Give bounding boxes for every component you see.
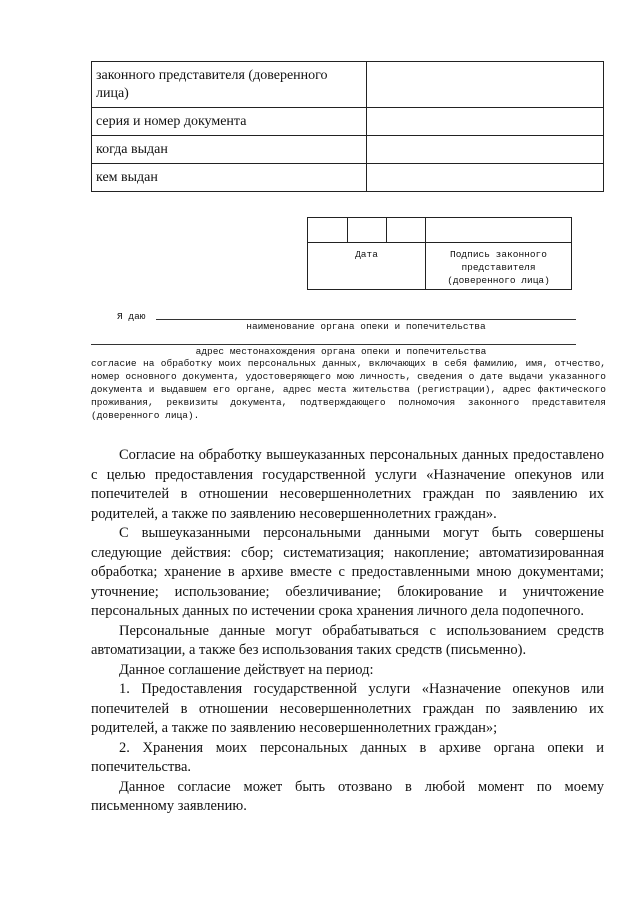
consent-body [91,446,604,817]
date-cell-divider [347,218,348,242]
table-row [92,136,604,164]
row-label: когда выдан [92,136,367,164]
representative-table [91,61,604,192]
row-value [367,164,604,192]
row-label: законного представителя (доверенного лица) [92,62,367,108]
i-give-label: Я даю [117,311,146,322]
table-row [92,62,604,108]
period-paragraph: Данное соглашение действует на период: [119,661,374,678]
period-item-1: 1. Предоставления государственной услуги «Назначение опекунов или попечителей в отношении несовершеннолетних граждан по заявлению их родителей, а также по заявлению несовершеннолетних граждан»; [91,681,604,736]
authority-name-caption: наименование органа опеки и попечительства [246,321,486,332]
processing-paragraph: Персональные данные могут обрабатываться с использованием средств автоматизации, а также без использования таких средств (письменно). [91,622,604,658]
authority-address-caption: адрес местонахождения органа опеки и попечительства [195,346,487,357]
row-value [367,108,604,136]
row-value [367,136,604,164]
row-value [367,62,604,108]
purpose-paragraph: Согласие на обработку вышеуказанных персональных данных предоставлено с целью предоставления государственной услуги «Назначение опекунов или попечителей в отношении несовершеннолетних граждан по заявлению их родителей, а также по заявлению несовершеннолетних граждан». [91,447,604,522]
signature-row-divider [308,242,571,243]
date-cell-divider [386,218,387,242]
table-row [92,164,604,192]
row-label: кем выдан [92,164,367,192]
revocation-paragraph: Данное согласие может быть отозвано в любой момент по моему письменному заявлению. [91,778,604,814]
signature-box [307,217,572,290]
actions-paragraph: С вышеуказанными персональными данными могут быть совершены следующие действия: сбор; систематизация; накопление; автоматизированная обработка; хранение в архиве вместе с предоставленными мною документами; уточнение; использование; обезличивание; блокирование и уничтожение персональных данных по истечении срока хранения личного дела подопечного. [91,525,604,619]
signature-label: Подпись законного представителя (доверенного лица) [447,249,550,286]
table-row [92,108,604,136]
period-item-2: 2. Хранения моих персональных данных в архиве органа опеки и попечительства. [91,739,604,775]
row-label: серия и номер документа [92,108,367,136]
consent-scope-text: согласие на обработку моих персональных данных, включающих в себя фамилию, имя, отчество, номер основного документа, удостоверяющего мою личность, сведения о дате выдачи указанного документа и выдавшем его органе, адрес места жительства (регистрации), адрес фактического проживания, реквизиты документа, подтверждающего полномочия законного представителя (доверенного лица). [91,358,606,421]
date-label: Дата [355,249,378,260]
